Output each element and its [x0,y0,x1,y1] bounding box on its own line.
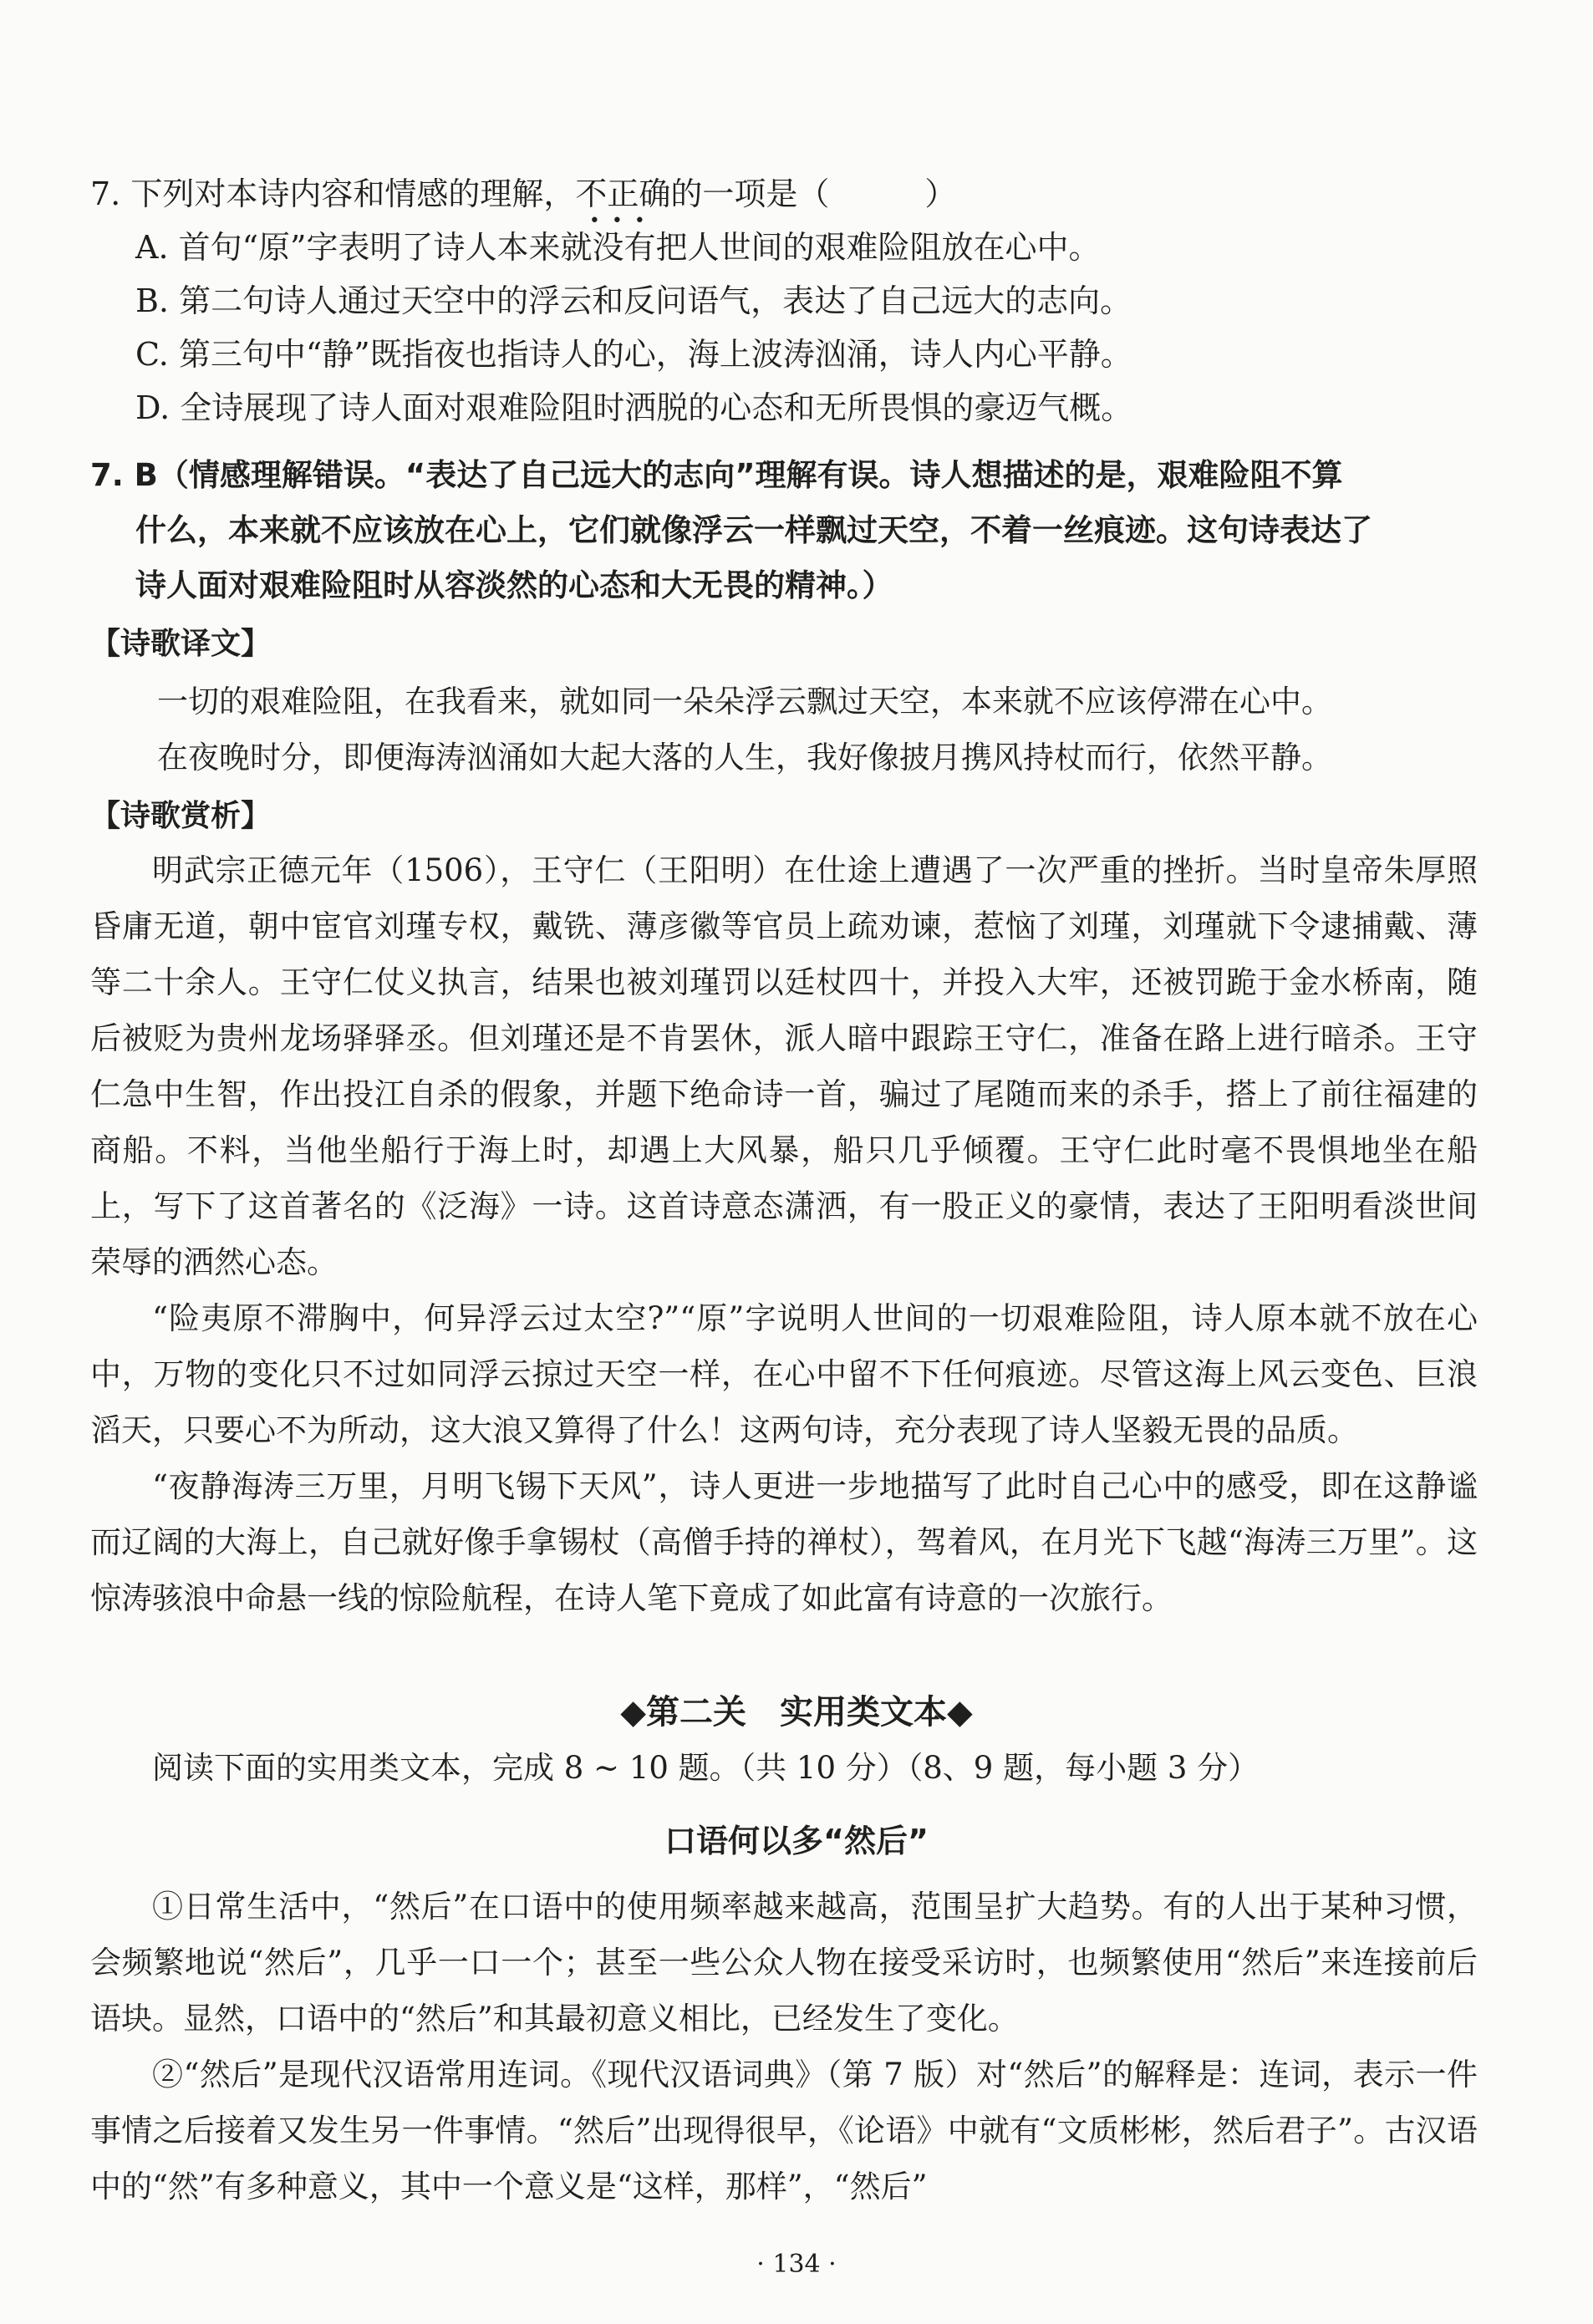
section-title [0,1685,1593,1740]
option-b: B. 第二句诗人通过天空中的浮云和反问语气，表达了自己远大的志向。 [135,282,1132,319]
translation-line: 一切的艰难险阻，在我看来，就如同一朵朵浮云飘过天空，本来就不应该停滞在心中。 [157,684,1332,720]
section-name: 第二关 [646,1693,746,1732]
option-c: C. 第三句中“静”既指夜也指诗人的心，海上波涛汹涌，诗人内心平静。 [135,336,1132,373]
question-stem-tail: 的一项是（ ） [670,175,957,212]
appreciation-paragraph: “夜静海涛三万里，月明飞锡下天风”，诗人更进一步地描写了此时自己心中的感受，即在这静谧而辽阔的大海上，自己就好像手拿锡杖（高僧手持的禅杖），驾着风，在月光下飞越“海涛三万里”。这惊涛骇浪中命悬一线的惊险航程，在诗人笔下竟成了如此富有诗意的一次旅行。 [90,1468,1478,1616]
question-stem-text: 7. 下列对本诗内容和情感的理解， [90,175,576,212]
article-body [90,1879,1478,2215]
translation-body [90,674,1478,786]
translation-heading: 【诗歌译文】 [90,627,272,661]
emphasis-word [575,167,671,231]
diamond-icon: ◆ [947,1693,973,1732]
appreciation-paragraph: 明武宗正德元年（1506），王守仁（王阳明）在仕途上遭遇了一次严重的挫折。当时皇帝朱厚照昏庸无道，朝中宦官刘瑾专权，戴铣、薄彦徽等官员上疏劝谏，惹恼了刘瑾，刘瑾就下令逮捕戴、薄等二十余人。王守仁仗义执言，结果也被刘瑾罚以廷杖四十，并投入大牢，还被罚跪于金水桥南，随后被贬为贵州龙场驿驿丞。但刘瑾还是不肯罢休，派人暗中跟踪王守仁，准备在路上进行暗杀。王守仁急中生智，作出投江自杀的假象，并题下绝命诗一首，骗过了尾随而来的杀手，搭上了前往福建的商船。不料，当他坐船行于海上时，却遇上大风暴，船只几乎倾覆。王守仁此时毫不畏惧地坐在船上，写下了这首著名的《泛海》一诗。这首诗意态潇洒，有一股正义的豪情，表达了王阳明看淡世间荣辱的洒然心态。 [90,852,1478,1280]
answer-line: 诗人面对艰难险阻时从容淡然的心态和大无畏的精神。） [135,567,893,603]
appreciation-body [90,842,1478,1626]
article-title: 口语何以多“然后” [664,1823,929,1859]
instruction-text: 阅读下面的实用类文本，完成 8 ~ 10 题。（共 10 分）（8、9 题，每小题 3 分） [152,1750,1260,1786]
question-7-stem [90,167,1478,231]
section-instruction [90,1742,1478,1795]
answer-line: 什么，本来就不应该放在心上，它们就像浮云一样飘过天空，不着一丝痕迹。这句诗表达了 [135,512,1372,548]
option-a: A. 首句“原”字表明了诗人本来就没有把人世间的艰难险阻放在心中。 [135,229,1101,266]
option-d: D. 全诗展现了诗人面对艰难险阻时洒脱的心态和无所畏惧的豪迈气概。 [135,389,1133,426]
diamond-icon: ◆ [620,1693,646,1732]
appreciation-paragraph: “险夷原不滞胸中，何异浮云过太空?”“原”字说明人世间的一切艰难险阻，诗人原本就不放在心中，万物的变化只不过如同浮云掠过天空一样，在心中留不下任何痕迹。尽管这海上风云变色、巨浪滔天，只要心不为所动，这大浪又算得了什么！这两句诗，充分表现了诗人坚毅无畏的品质。 [90,1300,1478,1448]
appreciation-heading: 【诗歌赏析】 [90,799,272,833]
page-number: · 134 · [756,2250,837,2279]
emphasis-text: 不正确 [575,175,671,212]
article-paragraph: ②“然后”是现代汉语常用连词。《现代汉语词典》（第 7 版）对“然后”的解释是：连词，表示一件事情之后接着又发生另一件事情。“然后”出现得很早，《论语》中就有“文质彬彬，然后君子”。古汉语中的“然”有多种意义，其中一个意义是“这样，那样”，“然后” [90,2057,1478,2204]
answer-7 [90,448,1478,613]
answer-line: 7. B（情感理解错误。“表达了自己远大的志向”理解有误。诗人想描述的是，艰难险阻不算 [90,457,1343,493]
question-7 [90,167,1478,435]
section-type: 实用类文本 [780,1693,947,1732]
translation-line: 在夜晚时分，即便海涛汹涌如大起大落的人生，我好像披月携风持杖而行，依然平静。 [157,740,1332,776]
article-paragraph: ①日常生活中，“然后”在口语中的使用频率越来越高，范围呈扩大趋势。有的人出于某种习惯，会频繁地说“然后”，几乎一口一个；甚至一些公众人物在接受采访时，也频繁使用“然后”来连接前后语块。显然，口语中的“然后”和其最初意义相比，已经发生了变化。 [90,1889,1478,2037]
emphasis-dots: ••• [588,211,657,231]
